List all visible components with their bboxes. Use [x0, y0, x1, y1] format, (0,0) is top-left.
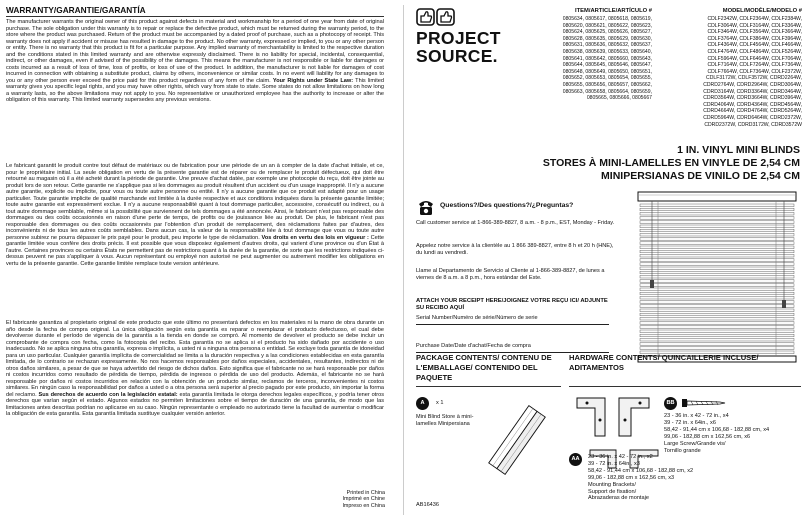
aa-spec-line: 23 - 36 in. x 42 - 72 in., x2: [588, 454, 653, 460]
blind-slat: [640, 217, 794, 220]
serial-number-label: Serial Number/Numéro de série/Número de serie: [416, 315, 538, 321]
package-contents-header: PACKAGE CONTENTS/ CONTENU DE L'EMBALLAGE/ CONTENIDO DEL PAQUETE: [416, 353, 552, 382]
blind-slat: [640, 271, 794, 274]
blind-slat: [640, 242, 794, 245]
contact-es: Llame al Departamento de Servicio al Cliente al 1-866-389-8827, de lunes a viernes de 8 a.m. a 8 p.m., hora estándar del Este.: [416, 268, 605, 281]
phone-icon: [416, 198, 436, 216]
blind-slat: [640, 305, 794, 308]
blind-slat: [640, 322, 794, 325]
blind-slat: [640, 208, 794, 211]
bb-spec-line: Large Screw/Grande vis/: [664, 440, 726, 447]
warranty-es-rights: esta garantía limitada le otorga derechos legales específicos, y podría tener otros derechos que varían según el estado. Algunos estados no permiten limitaciones sobre el tiempo de duración de una garantía, de modo que las limitaciones antes descritas podrían no aplicarse en su caso. Ningún representante o empleado no autorizado tiene la facultad de aumentar o modificar la obligación de esta garantía. Esta garantía limitada sustituye cualquier versión anterior.: [6, 391, 385, 417]
hardware-contents-header: HARDWARE CONTENTS/ QUINCAILLERIE INCLUSE/ ADITAMENTOS: [569, 353, 759, 372]
blind-slat: [640, 221, 794, 224]
item-number-header: ITEM/ARTICLE/ARTÍCULO #: [575, 8, 652, 14]
page-fold-divider: [403, 5, 404, 515]
large-screw-icon: [682, 397, 726, 409]
blind-slat: [640, 292, 794, 295]
product-code: AB16436: [416, 502, 440, 508]
hardware-header-rule: [569, 386, 801, 387]
blind-slat: [640, 246, 794, 249]
title-en: 1 IN. VINYL MINI BLINDS: [677, 144, 800, 156]
model-number-list: CDLF2342W, CDLF2364W, CDLF2384W, CDLF3064W, CDLF3164W, CDLF3364W, CDLF3464W, CDLF3564W, CDLF3664W, CDLF3764W, CDLF3864W, CDLF3964W, CDLF4364W, CDLF4564W, CDLF4664W, CDLF4764W, CDLF4864W, CDLF5264W, CDLF5964W, CDLF6464W, CDLF7064W, CDLF7164W, CDLF7264W, CDLF7364W, CDLF7664W, CDLF7364W, CDLF2372W, CDLF3172W, CDLF3572W, CDRD2264W, CDRD2764W, CDRD2964W, CDRD3064W, CDRD3164W, CDRD3364W, CDRD3464W, CDRD3564W, CDRD3664W, CDRD3964W, CDRD4064W, CDRD4364W, CDRD4564W, CDRD4664W, CDRD4764W, CDRD5264W, CDRD5964W, CDRD6464W, CDRD2372W, CDRD2372W, CDRD3172W, CDRD3572W: [703, 16, 802, 128]
blind-slat: [640, 301, 794, 304]
blind-slat: [640, 343, 794, 346]
product-titles: [410, 144, 800, 183]
blind-slat: [640, 254, 794, 257]
serial-number-line[interactable]: [416, 324, 609, 325]
blind-slat: [640, 330, 794, 333]
warranty-fr-rights-heading: Vos droits en vertu des lois en vigueur :: [261, 234, 369, 241]
blind-slat: [640, 313, 794, 316]
blind-slat: [640, 275, 794, 278]
warranty-en-rights-heading: Your Rights under State Law:: [272, 77, 354, 84]
hardware-bb-badge: BB: [664, 397, 677, 410]
bb-spec-line: 23 - 36 in. x 42 - 72 in., x4: [664, 413, 729, 419]
printed-es: Impreso en China: [342, 502, 385, 509]
warranty-fr-rights: Cette garantie limitée vous confère des droits précis. Il est possible que vous disposiez également d'autres droits, qui varient d'une province ou d'un État à l'autre. Certaines provinces ou certains États ne permettent pas de restrictions quant à la durée de la garantie, de sorte que les restrictions indiquées ci-dessus peuvent ne pas s'appliquer à vous. Aucun représentant ou employé non autorisé ne peut augmenter ou autrement modifier les obligations en vertu de la présente garantie. Cette garantie limitée remplace toute version antérieure.: [6, 234, 384, 267]
thumbs-up-icon: [416, 8, 456, 26]
hardware-aa-specs: [588, 454, 758, 502]
blind-slat: [640, 280, 794, 283]
warranty-es-rights-heading: Sus derechos de acuerdo con la legislación estatal:: [38, 391, 178, 398]
hardware-aa-badge: AA: [569, 453, 582, 466]
brand-name-line1: PROJECT: [416, 28, 501, 48]
blind-slat: [640, 326, 794, 329]
blind-slat: [640, 309, 794, 312]
blind-slat: [640, 238, 794, 241]
mounting-bracket-pair-top-icon: [573, 390, 655, 448]
questions-header: Questions?/Des questions?/¿Preguntas?: [440, 202, 574, 209]
packaged-blind-icon: [478, 390, 556, 490]
mini-blind-illustration: [632, 190, 802, 370]
item-a-quantity: x 1: [436, 400, 444, 406]
blind-slat: [640, 267, 794, 270]
blind-slat: [640, 263, 794, 266]
aa-spec-line: 39 - 72 in. x 64in., x3: [588, 460, 640, 467]
printed-fr: Imprimé en Chine: [342, 496, 385, 503]
aa-spec-line: 58,42 - 91,44 cm x 106,68 - 182,88 cm, x2: [588, 467, 694, 474]
item-a-description: Mini Blind Store à mini-lamelles Minipersiana: [416, 414, 474, 427]
title-fr: STORES À MINI-LAMELLES EN VINYLE DE 2,54 CM: [542, 157, 800, 169]
blind-slat: [640, 212, 794, 215]
blind-slat: [640, 317, 794, 320]
aa-spec-line: Support de fixation/: [588, 488, 637, 495]
aa-spec-line: 99,06 - 182,88 cm x 162,56 cm, x3: [588, 474, 675, 481]
item-number-list: 0805634, 0805617, 0805618, 0805619, 0805620, 0805621, 0805622, 0805623, 0805624, 0805625, 0805626, 0805627, 0805628, 0805635, 0805629, 0805630, 0805631, 0805636, 0805632, 0805637, 0805638, 0805639, 0805633, 0805640, 0805641, 0805642, 0805660, 0805643, 0805644, 0805645, 0805646, 0805647, 0805648, 0805649, 0805650, 0805651, 0805652, 0805653, 0805654, 0805655, 0805655, 0805656, 0805657, 0805662, 0805663, 0805658, 0805664, 0805659, 0805665, 0805666, 0805667: [562, 16, 652, 102]
warranty-en-body: The manufacturer warrants the original owner of this product against defects in material and workmanship for a period of one year from date of original purchase. The sole obligation under this warranty is to repair or replace the defective product, which must be returned during the warranty period, to the store where the product was purchased. Return of the product must be accompanied by a dated proof of purchase, such as a photocopy of receipt. This warranty does not apply if accident or misuse has resulted in damage to the product. No other warranty, expressed or implied, to you or any other person or entity. There is no warranty that this product is fit for a particular purpose. Any implied warranty of merchantability is limited to the respective duration and the conditions stated in this limited warranty and are otherwise expressly disclaimed. There is no liability for special, incidental, consequential, indirect, or other damages, even if advised of the possibility of the damages. This means the manufacturer is not responsible or liable for damages or costs incurred as a result of loss of time, loss of profits, or loss of use of the product. In addition, the manufacturer is not liable for damages of cost incurred in connection with obtaining a substitute product, claims by others, inconvenience or similar costs. In no event will liability for any damages to you or any other person ever exceed the price paid for this product regardless of any form of the claim.: [6, 19, 384, 84]
printed-en: Printed in China: [346, 490, 385, 496]
blind-slat: [640, 225, 794, 228]
blind-slat: [640, 233, 794, 236]
item-a-badge: A: [416, 397, 429, 410]
contact-fr: Appelez notre service à la clientèle au 1 866 389-8827, entre 8 h et 20 h (HNE), du lundi au vendredi.: [416, 243, 614, 256]
aa-spec-line: Mounting Brackets/: [588, 481, 636, 488]
purchase-date-label: Purchase Date/Date d'achat/Fecha de compra: [416, 343, 531, 349]
model-number-header: MODEL/MODÈLE/MODELO #: [722, 8, 802, 14]
warranty-spanish: [6, 320, 384, 418]
bb-spec-line: 99,06 - 182,88 cm x 162,56 cm, x6: [664, 433, 751, 440]
blind-slat: [640, 229, 794, 232]
warranty-en-rights: This limited warranty gives you specific legal rights, and you may have other rights, which vary from state to state. Some states do not allow limitations on how long a warranty lasts, so the above limitations may not apply to you. No representative or unauthorized employee has the authority to increase or alter the obligation of this warranty. This limited warranty supersedes any previous versions.: [6, 77, 385, 103]
brand-name-line2: SOURCE.: [416, 46, 498, 66]
warranty-fr-body: Le fabricant garantit le produit contre tout défaut de matériaux ou de fabrication pour une période de un an à compter de la date d'achat initiale, et ce, pour le propriétaire initial. La seule obligation en vertu de la présente garantie est de réparer ou de remplacer le produit défectueux, qui doit être retourné au magasin où il a été acheté durant la période de garantie. Une preuve d'achat datée, par exemple une photocopie du reçu, doit être jointe au produit lors de son retour. Cette garantie ne s'applique pas si les dommages au produit résultent d'un accident ou d'un usage inapproprié. Il n'y a aucune autre garantie, explicite ou implicite, pour vous ou toute autre personne ou entité. Il n'y a aucune garantie que ce produit est adapté pour un usage particulier. Toute garantie implicite de qualité marchande est limitée à la durée respective et aux conditions indiquées dans la présente garantie limitée; toute autre garantie est expressément exclue. Il n'y a aucune responsabilité quant à tout dommage particulier, accessoire, consécutif ou indirect, ou à tout autre dommage semblable, même si la possibilité que surviennent de tels dommages a été annoncée. Ainsi, le fabricant n'est pas responsable des dommages ou des coûts occasionnés en raison d'une perte de temps, de profits ou de jouissance liée au produit. De plus, le fabricant n'est pas responsable des dommages ou des coûts occasionnés par l'obtention d'un produit de remplacement, des réclamations faites par d'autres, des inconvénients ni de tous les autres coûts semblables. Dans aucun cas, la valeur de la responsabilité liée à tout dommage que vous ou toute autre personne subirez ne pourra dépasser le prix payé pour le produit, peu importe le type de réclamation.: [6, 163, 384, 241]
blind-slat: [640, 334, 794, 337]
warranty-header-rule: [6, 16, 384, 17]
bb-spec-line: 58,42 - 91,44 cm x 106,68 - 182,88 cm, x4: [664, 426, 770, 433]
contact-en: Call customer service at 1-866-389-8827, 8 a.m. - 8 p.m., EST, Monday - Friday.: [416, 220, 615, 226]
blind-slat: [640, 259, 794, 262]
attach-receipt-label: ATTACH YOUR RECEIPT HERE/JOIGNEZ VOTRE REÇU ICI/ ADJUNTE SU RECIBO AQUÍ: [416, 298, 608, 311]
warranty-english: [6, 19, 384, 104]
blind-slat: [640, 250, 794, 253]
blind-slat: [640, 347, 794, 350]
package-header-rule: [416, 386, 561, 387]
printed-in-china: [342, 490, 385, 509]
title-es: MINIPERSIANAS DE VINILO DE 2,54 CM: [601, 170, 800, 182]
blind-slat: [640, 204, 794, 207]
blind-slat: [640, 338, 794, 341]
hardware-bb-specs: [664, 413, 804, 454]
warranty-header: WARRANTY/GARANTIE/GARANTÍA: [6, 5, 146, 15]
blind-slat: [640, 284, 794, 287]
project-source-logo: [416, 8, 501, 68]
blind-slat: [640, 288, 794, 291]
warranty-french: [6, 163, 384, 267]
bb-spec-line: Tornillo grande: [664, 447, 701, 454]
blind-slat: [640, 296, 794, 299]
aa-spec-line: Abrazaderas de montaje: [588, 495, 649, 502]
bb-spec-line: 39 - 72 in. x 64in., x6: [664, 419, 716, 426]
warranty-es-body: El fabricante garantiza al propietario original de este producto que este último no presentará defectos en los materiales ni la mano de obra durante un año desde la fecha de compra original. La única obligación según esta garantía es reparar o reemplazar el producto defectuoso, el cual debe devolverse durante el período de vigencia de la garantía a la tienda en donde se compró. Al momento de devolver el producto se debe incluir un comprobante de compra con fecha, como la fotocopia del recibo. Esta garantía no se aplica si el producto ha sido dañado por accidente o uso inadecuado. No se aplica ninguna otra garantía, expresa o implícita, a usted ni a ninguna otra persona o entidad. Se excluye toda garantía de idoneidad para un uso particular. Cualquier garantía implícita de comercialidad se limita a la duración respectiva y a las condiciones establecidas en esta garantía limitada, de lo contrario se rechazan expresamente. No nos hacemos responsables por daños especiales, accidentales, resultantes, indirectos ni de otros daños similares, a pesar de que se haya advertido del riesgo de dichos daños. Esto significa que el fabricante no se hará responsable por daños ni costos incurridos como resultado de pérdida de tiempo, pérdida de ingresos o pérdida de uso del producto. Además, el fabricante no se hará responsable por daños ni costos incurridos en relación con la obtención de un producto similar, reclamos de terceros, inconvenientes ni costos similares. En ningún caso la responsabilidad por daños a usted o a otra persona será superior al precio pagado por este producto, sin importar la forma del reclamo.: [6, 320, 384, 398]
